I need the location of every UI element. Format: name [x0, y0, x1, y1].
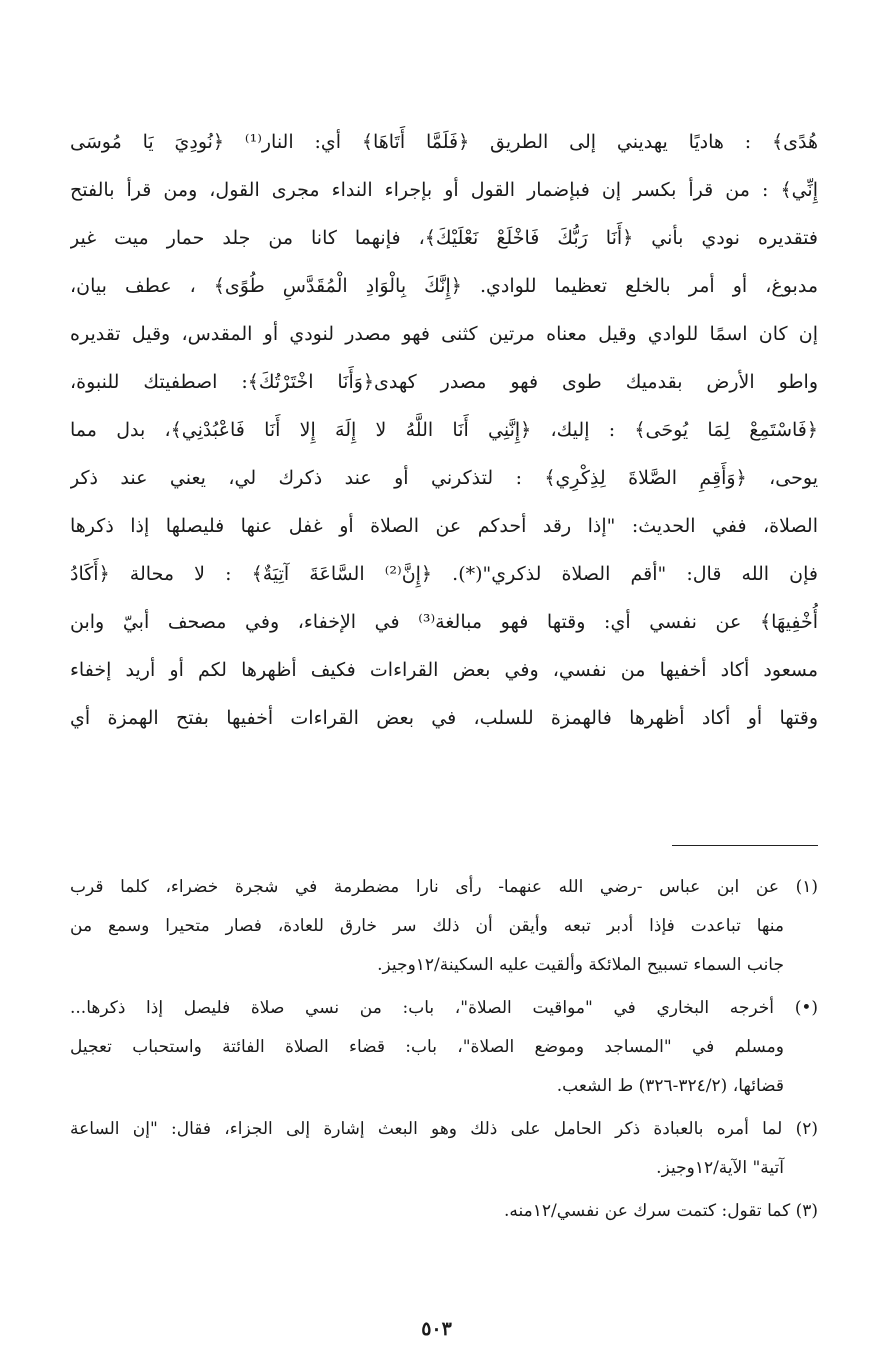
text-line: مدبوغ، أو أمر بالخلع تعظيما للوادي. ﴿إِنَّكَ بِالْوَادِ الْمُقَدَّسِ طُوًى﴾ ، عطف بيان،: [70, 275, 818, 297]
footnote-line: منها تباعدت فإذا أدبر تبعه وأيقن أن ذلك سر خارق للعادة، فصار متحيرا وسمع من: [70, 916, 784, 936]
footnote-line: عن ابن عباس -رضي الله عنهما- رأى نارا مضطرمة في شجرة خضراء، كلما قرب: [70, 877, 779, 897]
footnote-marker: (•): [794, 998, 818, 1018]
text-line: واطو الأرض بقدميك طوى فهو مصدر كهدى﴿وَأَنَا اخْتَرْتُكَ﴾: اصطفيتك للنبوة،: [70, 371, 818, 393]
footnote-3: [70, 1192, 818, 1231]
text-line: أُخْفِيهَا﴾ عن نفسي أي: وقتها فهو مبالغة⁽³⁾ في الإخفاء، وفي مصحف أبيّ وابن: [70, 611, 818, 633]
footnote-line: أخرجه البخاري في "مواقيت الصلاة"، باب: من نسي صلاة فليصل إذا ذكرها...: [70, 998, 775, 1018]
main-text: [70, 118, 818, 742]
footnote-hadith: [70, 989, 818, 1106]
footnote-line: لما أمره بالعبادة ذكر الحامل على ذلك وهو البعث إشارة إلى الجزاء، فقال: "إن الساعة: [70, 1119, 783, 1139]
text-line: مسعود أكاد أخفيها من نفسي، وفي بعض القراءات فكيف أظهرها لكم أو أريد إخفاء: [70, 659, 818, 681]
text-line: يوحى، ﴿وَأَقِمِ الصَّلاةَ لِذِكْرِي﴾ : لتذكرني أو عند ذكرك لي، يعني عند ذكر: [70, 467, 818, 489]
text-line: فتقديره نودي بأني ﴿أَنَا رَبُّكَ فَاخْلَعْ نَعْلَيْكَ﴾، فإنهما كانا من جلد حمار ميت غير: [70, 227, 818, 249]
footnote-divider: [672, 845, 818, 846]
text-line: إن كان اسمًا للوادي وقيل معناه مرتين كثنى فهو مصدر لنودي أو المقدس، وقيل تقديره: [70, 323, 818, 345]
footnote-line: جانب السماء تسبيح الملائكة وألقيت عليه السكينة/١٢وجيز.: [377, 955, 784, 975]
footnote-line: آتية" الآية/١٢وجيز.: [656, 1158, 784, 1178]
page-number: ٥٠٣: [421, 1318, 452, 1340]
text-line: إِنِّي﴾ : من قرأ بكسر إن فبإضمار القول أو بإجراء النداء مجرى القول، ومن قرأ بالفتح: [70, 179, 818, 201]
footnote-marker: (١): [795, 877, 818, 897]
footnote-line: كما تقول: كتمت سرك عن نفسي/١٢منه.: [503, 1201, 791, 1221]
text-line: فإن الله قال: "أقم الصلاة لذكري"(*). ﴿إِنَّ⁽²⁾ السَّاعَةَ آتِيَةٌ﴾ : لا محالة ﴿أَكَادُ: [70, 563, 818, 585]
footnote-marker: (٣): [795, 1201, 818, 1221]
footnote-line: ومسلم في "المساجد وموضع الصلاة"، باب: قضاء الصلاة الفائتة واستحباب تعجيل: [70, 1037, 784, 1057]
text-line: وقتها أو أكاد أظهرها فالهمزة للسلب، في بعض القراءات أخفيها بفتح الهمزة أي: [70, 707, 818, 729]
footnote-line: قضائها، (٣٢٤/٢-٣٢٦) ط الشعب.: [556, 1076, 784, 1096]
footnote-2: [70, 1110, 818, 1188]
text-line: ﴿فَاسْتَمِعْ لِمَا يُوحَى﴾ : إليك، ﴿إِنَّنِي أَنَا اللَّهُ لا إِلَهَ إِلا أَنَا فَاعْبُدْنِي﴾، بدل مما: [70, 419, 818, 441]
text-line: هُدًى﴾ : هاديًا يهديني إلى الطريق ﴿فَلَمَّا أَتَاهَا﴾ أي: النار⁽¹⁾ ﴿نُودِيَ يَا مُوسَى: [70, 131, 818, 153]
footnote-1: [70, 868, 818, 985]
text-line: الصلاة، ففي الحديث: "إذا رقد أحدكم عن الصلاة أو غفل عنها فليصلها إذا ذكرها: [70, 515, 818, 537]
footnote-marker: (٢): [795, 1119, 818, 1139]
footnotes: [70, 868, 818, 1235]
